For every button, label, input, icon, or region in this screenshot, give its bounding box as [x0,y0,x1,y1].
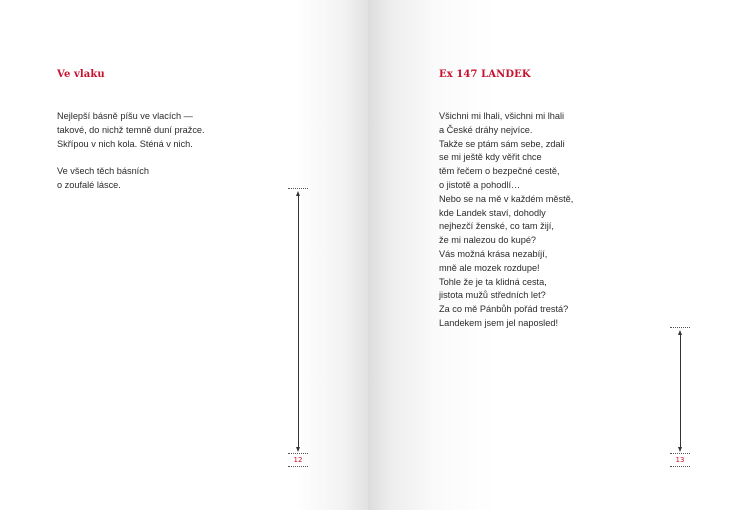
poem-line: že mi nalezou do kupé? [439,235,537,246]
poem-line: o jistotě a pohodlí… [439,179,521,190]
poem-line: jistota mužů středních let? [439,290,546,301]
poem-line: se mi ještě kdy věřit chce [439,152,542,163]
poem-line: Za co mě Pánbůh pořád trestá? [439,304,569,315]
poem-line: Nejlepší básně píšu ve vlacích — [57,111,193,121]
page-number: 12 [293,456,303,464]
poem-line: o zoufalé lásce. [57,179,121,190]
poem-line: Ve všech těch básních [57,166,149,177]
bottom-dotted-marker [288,453,308,454]
page-number: 13 [675,456,685,464]
poem-line: Takže se ptám sám sebe, zdali [439,138,565,149]
poem-line: takové, do nichž temně duní pražce. [57,124,205,135]
top-dotted-marker [670,327,690,328]
stanza-break [57,151,205,165]
poem-line: Landekem jsem jel naposled! [439,317,558,328]
poem-text [57,110,205,193]
page-length-line [680,334,681,448]
arrow-down-icon [678,447,682,452]
poem-line: Nebo se na mě v každém městě, [439,193,574,204]
poem-text [439,110,573,331]
arrow-down-icon [296,447,300,452]
poem-line: mně ale mozek rozdupe! [439,262,540,273]
poem-line: kde Landek staví, dohodly [439,207,546,218]
poem-line: Skřípou v nich kola. Sténá v nich. [57,138,193,149]
poem-line: Vás možná krása nezabíjí, [439,248,548,259]
poem-title: Ve vlaku [57,69,105,80]
top-dotted-marker [288,188,308,189]
bottom-dotted-marker [670,453,690,454]
poem-title: Ex 147 LANDEK [439,69,531,80]
poem-line: těm řečem o bezpečné cestě, [439,166,560,177]
right-page [368,0,737,510]
poem-line: Všichni mi lhali, všichni mi lhali [439,111,565,121]
bottom-dotted-marker [288,466,308,467]
left-page [0,0,368,510]
poem-line: nejhezčí ženské, co tam žijí, [439,221,554,232]
poem-line: Tohle že je ta klidná cesta, [439,276,547,287]
poem-line: a České dráhy nejvíce. [439,124,533,135]
bottom-dotted-marker [670,466,690,467]
page-length-line [298,195,299,448]
